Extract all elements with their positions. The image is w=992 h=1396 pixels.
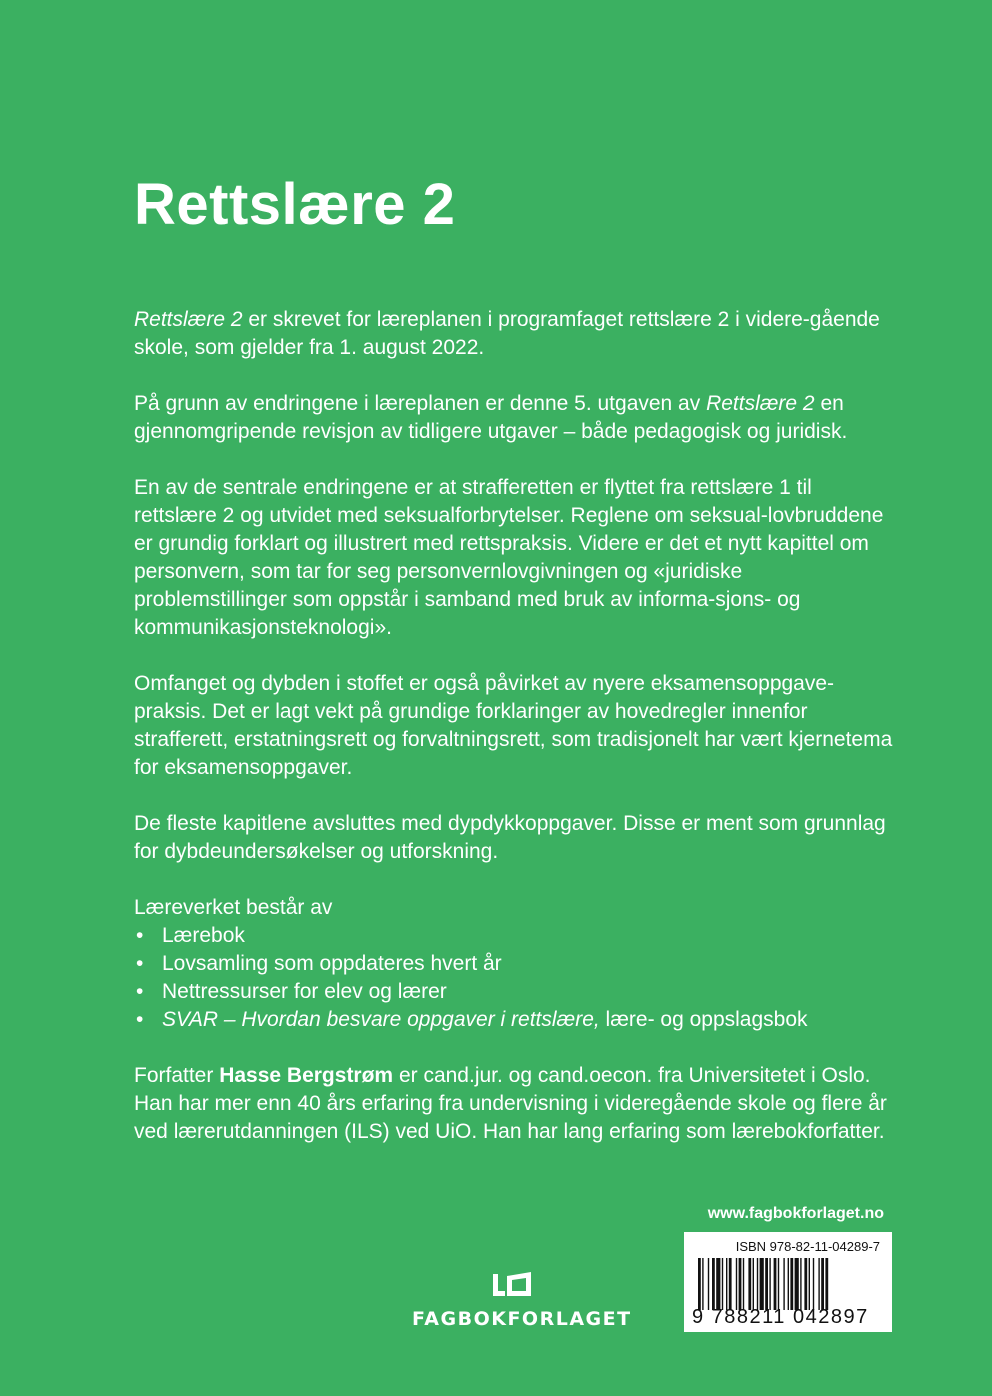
barcode-number: 9 788211 042897 xyxy=(692,1306,869,1328)
book-title-italic: Rettslære 2 xyxy=(134,308,243,331)
author-name: Hasse Bergstrøm xyxy=(219,1064,394,1087)
paragraph-deep-dive: De fleste kapitlene avsluttes med dypdykkoppgaver. Disse er ment som grunnlag for dybdeundersøkelser og utforskning. xyxy=(134,812,886,863)
components-list xyxy=(134,922,894,1034)
isbn-text: ISBN 978-82-11-04289-7 xyxy=(735,1239,880,1254)
publisher-name: FAGBOKFORLAGET xyxy=(412,1308,632,1330)
list-item xyxy=(134,1006,894,1034)
list-item-italic: SVAR – Hvordan besvare oppgaver i rettslære, xyxy=(162,1008,600,1031)
list-item: • Nettressurser for elev og lærer xyxy=(134,978,894,1006)
paragraph-intro-text: er skrevet for læreplanen i programfaget rettslære 2 i videre-gående skole, som gjelder fra 1. august 2022. xyxy=(134,308,880,359)
paragraph-revision xyxy=(134,390,894,446)
fagbokforlaget-logo-icon xyxy=(491,1270,533,1300)
publisher-website[interactable]: www.fagbokforlaget.no xyxy=(707,1205,884,1222)
list-item-text: lære- og oppslagsbok xyxy=(599,1008,808,1031)
book-title-italic: Rettslære 2 xyxy=(706,392,815,415)
paragraph-scope: Omfanget og dybden i stoffet er også påvirket av nyere eksamensoppgave-praksis. Det er lagt vekt på grundige forklaringer av hovedregler innenfor strafferett, erstatningsrett og forvaltningsrett, som tradisjonelt har vært kjernetema for eksamensoppgaver. xyxy=(134,672,893,779)
author-bio-text: er cand.jur. og cand.oecon. fra Universitetet i Oslo. Han har mer enn 40 års erfaring fra undervisning i videregående skole og flere år ved lærerutdanningen (ILS) ved UiO. Han har lang erfaring som lærebokforfatter. xyxy=(134,1064,887,1143)
paragraph-intro xyxy=(134,306,894,362)
barcode-icon xyxy=(698,1258,878,1310)
list-item: • Lærebok xyxy=(134,922,894,950)
list-intro: Læreverket består av xyxy=(134,896,333,919)
book-title: Rettslære 2 xyxy=(134,172,456,237)
publisher-logo xyxy=(412,1270,632,1330)
paragraph-revision-text-a: På grunn av endringene i læreplanen er denne 5. utgaven av xyxy=(134,392,707,415)
paragraph-revision-text-b: en gjennomgripende revisjon av tidligere utgaver – både pedagogisk og juridisk. xyxy=(134,392,848,443)
back-cover-text xyxy=(134,306,894,1174)
barcode-label xyxy=(684,1232,892,1332)
author-bio xyxy=(134,1062,894,1146)
author-bio-prefix: Forfatter xyxy=(134,1064,220,1087)
paragraph-changes: En av de sentrale endringene er at strafferetten er flyttet fra rettslære 1 til rettslære 2 og utvidet med seksualforbrytelser. Reglene om seksual-lovbruddene er grundig forklart og illustrert med rettspraksis. Videre er det et nytt kapittel om personvern, som tar for seg personvernlovgivningen og «juridiske problemstillinger som oppstår i samband med bruk av informa-sjons- og kommunikasjonsteknologi». xyxy=(134,476,884,639)
list-item: • Lovsamling som oppdateres hvert år xyxy=(134,950,894,978)
